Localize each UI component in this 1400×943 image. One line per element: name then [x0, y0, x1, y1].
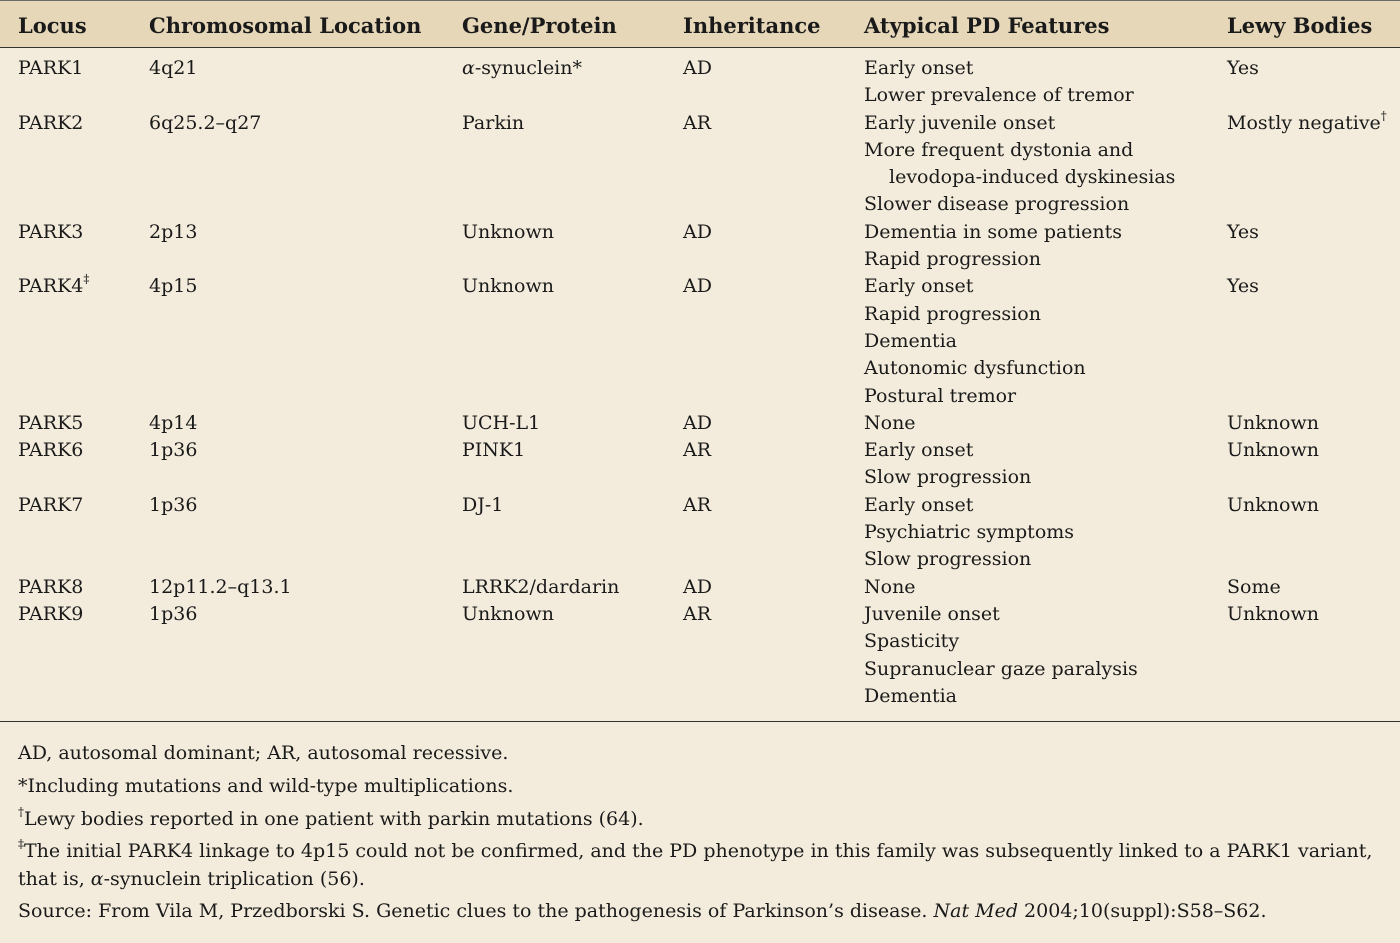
feature-line: Early onset: [864, 275, 974, 298]
feature-line: None: [864, 575, 916, 598]
cell-locus: [18, 110, 83, 137]
footnote-double-dagger-prefix: that is,: [18, 867, 91, 890]
cell-chromosomal-location: 12p11.2–q13.1: [149, 575, 292, 598]
cell-lewy-bodies: [1227, 601, 1319, 628]
cell-gene-protein: [462, 601, 554, 628]
cell-atypical-features: [864, 219, 1122, 274]
feature-line: Rapid progression: [864, 248, 1041, 271]
cell-locus: [18, 219, 83, 246]
gene-text: PINK1: [462, 439, 526, 462]
cell-atypical-features: [864, 55, 1134, 110]
cell-locus: [18, 492, 83, 519]
footnotes: [18, 740, 1388, 931]
header-inheritance: Inheritance: [683, 13, 821, 38]
cell-chromosomal-location: 1p36: [149, 493, 198, 516]
double-dagger-mark: ‡: [18, 837, 24, 852]
source-suffix: 2004;10(suppl):S58–S62.: [1018, 900, 1267, 923]
lewy-text: Unknown: [1227, 411, 1319, 434]
cell-inheritance: AR: [683, 439, 712, 462]
locus-text: PARK4: [18, 275, 84, 298]
cell-locus: [18, 437, 83, 464]
feature-line: levodopa-induced dyskinesias: [889, 166, 1176, 189]
cell-inheritance: AR: [683, 603, 712, 625]
feature-line: None: [864, 411, 916, 434]
footnote-double-dagger-line1: The initial PARK4 linkage to 4p15 could not be confirmed, and the PD phenotype in this family was subsequently linked to a PARK1 variant,: [24, 840, 1373, 863]
feature-line: Early juvenile onset: [864, 111, 1056, 134]
locus-text: PARK2: [18, 111, 84, 134]
lewy-text: Unknown: [1227, 493, 1319, 516]
cell-gene-protein: [462, 410, 540, 437]
cell-locus: [18, 601, 83, 628]
locus-text: PARK7: [18, 493, 84, 516]
cell-lewy-bodies: [1227, 574, 1281, 601]
cell-inheritance: AR: [683, 111, 712, 134]
feature-line: Postural tremor: [864, 384, 1017, 407]
cell-chromosomal-location: 1p36: [149, 603, 198, 625]
cell-lewy-bodies: [1227, 55, 1259, 82]
locus-text: PARK5: [18, 411, 84, 434]
gene-text: Parkin: [462, 111, 525, 134]
gene-text: Unknown: [462, 220, 554, 243]
locus-text: PARK8: [18, 575, 84, 598]
feature-line: Autonomic dysfunction: [864, 357, 1086, 380]
cell-locus: [18, 410, 83, 437]
feature-line: More frequent dystonia and: [864, 138, 1134, 161]
lewy-text: Yes: [1227, 57, 1259, 79]
locus-text: PARK3: [18, 220, 84, 243]
locus-footnote-mark: ‡: [83, 272, 90, 287]
header-gene-protein: Gene/Protein: [462, 13, 617, 38]
gene-text: Unknown: [462, 275, 554, 298]
cell-locus: [18, 574, 83, 601]
footnote-dagger-text: Lewy bodies reported in one patient with parkin mutations (64).: [24, 807, 644, 830]
gene-text: -synuclein*: [474, 57, 582, 79]
feature-line: Early onset: [864, 493, 974, 516]
footnote-source: [18, 898, 1388, 925]
cell-inheritance: AD: [683, 57, 712, 79]
alpha-symbol: α: [462, 57, 475, 79]
cell-locus: [18, 55, 83, 82]
cell-chromosomal-location: 4p14: [149, 411, 198, 434]
alpha-symbol: α: [90, 867, 104, 890]
cell-atypical-features: [864, 574, 916, 601]
cell-inheritance: AD: [683, 275, 712, 298]
cell-chromosomal-location: 1p36: [149, 439, 198, 462]
cell-lewy-bodies: [1227, 437, 1319, 464]
locus-text: PARK6: [18, 439, 84, 462]
feature-line: Dementia: [864, 329, 958, 352]
cell-locus: [18, 273, 89, 300]
feature-line: Slow progression: [864, 466, 1032, 489]
cell-lewy-bodies: [1227, 110, 1387, 137]
table-header-row: [0, 0, 1400, 48]
lewy-text: Unknown: [1227, 439, 1319, 462]
cell-gene-protein: [462, 492, 503, 519]
lewy-text: Yes: [1227, 275, 1259, 298]
header-atypical-features: Atypical PD Features: [864, 13, 1110, 38]
lewy-text: Some: [1227, 575, 1281, 598]
gene-text: LRRK2/dardarin: [462, 575, 620, 598]
cell-atypical-features: [864, 110, 1175, 219]
lewy-text: Unknown: [1227, 603, 1319, 625]
cell-lewy-bodies: [1227, 410, 1319, 437]
feature-line: Slow progression: [864, 548, 1032, 571]
header-locus: Locus: [18, 13, 87, 38]
cell-atypical-features: [864, 273, 1086, 409]
feature-line: Dementia in some patients: [864, 220, 1122, 243]
lewy-text: Yes: [1227, 220, 1259, 243]
feature-line: Slower disease progression: [864, 193, 1130, 216]
lewy-footnote-mark: †: [1380, 108, 1387, 123]
feature-line: Spasticity: [864, 630, 960, 653]
cell-gene-protein: [462, 219, 554, 246]
cell-inheritance: AD: [683, 575, 712, 598]
cell-lewy-bodies: [1227, 219, 1259, 246]
gene-text: Unknown: [462, 603, 554, 625]
cell-gene-protein: [462, 110, 524, 137]
cell-lewy-bodies: [1227, 492, 1319, 519]
gene-text: DJ-1: [462, 493, 504, 516]
footnote-double-dagger-suffix: -synuclein triplication (56).: [103, 867, 365, 890]
feature-line: Psychiatric symptoms: [864, 521, 1075, 544]
source-prefix: Source: From Vila M, Przedborski S. Genetic clues to the pathogenesis of Parkinson’s disease.: [18, 900, 934, 923]
feature-line: Early onset: [864, 439, 974, 462]
cell-atypical-features: [864, 437, 1031, 492]
header-chromosomal-location: Chromosomal Location: [149, 13, 422, 38]
gene-text: UCH-L1: [462, 411, 541, 434]
cell-gene-protein: [462, 437, 525, 464]
cell-inheritance: AR: [683, 493, 712, 516]
lewy-text: Mostly negative: [1227, 111, 1381, 134]
locus-text: PARK9: [18, 603, 84, 625]
cell-atypical-features: [864, 492, 1074, 574]
feature-line: Lower prevalence of tremor: [864, 84, 1134, 107]
footnote-abbreviations: AD, autosomal dominant; AR, autosomal recessive.: [18, 742, 509, 764]
cell-chromosomal-location: 2p13: [149, 220, 198, 243]
footnote-dagger: [18, 806, 1388, 833]
feature-line: Dementia: [864, 684, 958, 707]
footnote-double-dagger: [18, 838, 1388, 893]
feature-line: Supranuclear gaze paralysis: [864, 657, 1138, 680]
cell-inheritance: AD: [683, 411, 712, 434]
source-journal: Nat Med: [933, 900, 1018, 923]
cell-chromosomal-location: 4q21: [149, 57, 198, 79]
feature-line: Early onset: [864, 57, 974, 79]
cell-lewy-bodies: [1227, 273, 1259, 300]
cell-gene-protein: [462, 55, 582, 82]
footnote-star: *Including mutations and wild-type multiplications.: [18, 774, 514, 797]
table-bottom-rule: [0, 721, 1400, 722]
cell-chromosomal-location: 4p15: [149, 275, 198, 298]
cell-atypical-features: [864, 601, 1138, 710]
feature-line: Rapid progression: [864, 302, 1041, 325]
locus-text: PARK1: [18, 57, 84, 79]
dagger-mark: †: [18, 804, 24, 819]
cell-inheritance: AD: [683, 220, 712, 243]
cell-gene-protein: [462, 574, 619, 601]
feature-line: Juvenile onset: [864, 603, 1000, 625]
header-lewy-bodies: Lewy Bodies: [1227, 13, 1373, 38]
cell-chromosomal-location: 6q25.2–q27: [149, 111, 262, 134]
cell-atypical-features: [864, 410, 916, 437]
cell-gene-protein: [462, 273, 554, 300]
